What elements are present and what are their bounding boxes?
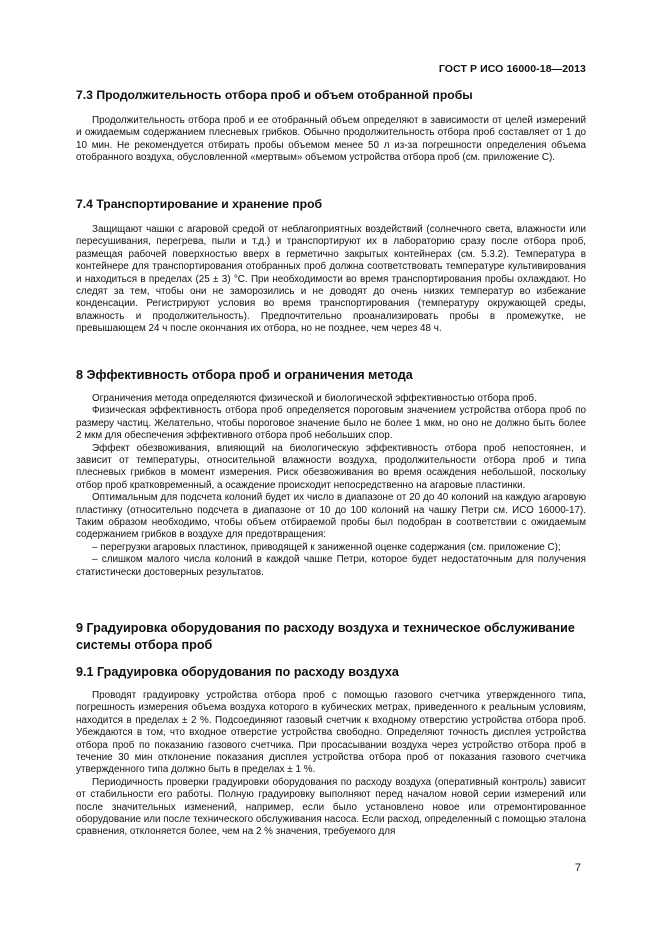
section-8 [76,368,586,579]
paragraph: Проводят градуировку устройства отбора проб с помощью газового счетчика утвержденного типа, погрешность измерения объема воздуха которого в кубических метрах, приведенного к реальным условиям, находится в пределах ± 2 %. Подсоединяют газовый счетчик к входному отверстию устройства отбора проб. Убеждаются в том, что входное отверстие устройства свободно. Определяют точность дисплея устройства отбора проб по показанию газового счетчика. При просасывании воздуха через устройство отбора проб в течение 30 мин отклонение показания дисплея устройства отбора проб от показания газового счетчика утвержденного типа должно быть в пределах ± 1 %. [76,690,586,776]
page-number: 7 [574,862,581,874]
section-title: 9.1 Градуировка оборудования по расходу воздуха [76,665,399,679]
list-item: – перегрузки агаровых пластинок, приводящей к заниженной оценке содержания (см. приложение С); [92,541,561,553]
paragraph: Оптимальным для подсчета колоний будет их число в диапазоне от 20 до 40 колоний на каждую агаровую пластинку (относительно подсчета в диапазоне от 10 до 100 колоний на чашку Петри см. ИСО 16000-17). Таким образом необходимо, чтобы объем отбираемой пробы был подобран в соответствии с ожидаемым содержанием грибков в воздухе для предотвращения: [76,492,586,541]
paragraph: Физическая эффективность отбора проб определяется пороговым значением устройства отбора проб по размеру частиц. Желательно, чтобы пороговое значение было не более 1 мкм, но оно не должно быть более 2 мкм для обеспечения эффективного отбора проб небольших спор. [76,405,586,442]
paragraph: Защищают чашки с агаровой средой от неблагоприятных воздействий (солнечного света, влажности или пересушивания, перегрева, пыли и т.д.) и транспортируют их в лабораторию сразу после отбора проб, размещая рабочей поверхностью вверх в герметично закрытых контейнерах (см. 5.3.2). Температура в контейнере для транспортирования отобранных проб должна соответствовать температуре культивирования и находиться в пределах (25 ± 3) °С. При необходимости во время транспортирования пробы охлаждают. Но следят за тем, чтобы они не заморозились и не доводят до очень низких температур во избежание конденсации. Регистрируют условия во время транспортирования (температуру окружающей среды, влажность и продолжительность). Предпочтительно проанализировать пробы в промежутке, не превышающем 24 ч после окончания их отбора, но не позднее, чем через 48 ч. [76,224,586,335]
section-7-4 [76,197,586,336]
section-title: 7.4 Транспортирование и хранение проб [76,197,323,211]
paragraph: Периодичность проверки градуировки оборудования по расходу воздуха (оперативный контроль) зависит от стабильности его работы. Полную градуировку выполняют перед началом новой серии измерений или после значительных изменений, например, если было установлено новое или отремонтированное оборудование или после технического обслуживания насоса. Если расход, определенный с помощью эталона сравнения, отклоняется более, чем на 2 % значения, требуемого для [76,776,586,838]
section-title: 9 Градуировка оборудования по расходу воздуха и техническое обслуживание системы отбора проб [76,621,575,652]
list-item: – слишком малого числа колоний в каждой чашке Петри, которое будет недостаточным для получения статистически достоверных результатов. [76,554,586,578]
section-7-3 [76,88,586,165]
section-9 [76,620,586,654]
section-title: 8 Эффективность отбора проб и ограничения метода [76,368,413,382]
section-9-1 [76,665,586,839]
document-code: ГОСТ Р ИСО 16000-18—2013 [438,63,586,75]
section-title: 7.3 Продолжительность отбора проб и объем отобранной пробы [76,88,473,102]
paragraph: Эффект обезвоживания, влияющий на биологическую эффективность отбора проб непостоянен, и зависит от температуры, относительной влажности воздуха, продолжительности отбора проб и типа плесневых грибков в момент измерения. Риск обезвоживания во время осаждения небольшой, поскольку отбор проб кратковременный, а осаждение происходит непосредственно на агаровые пластинки. [76,442,586,491]
paragraph: Ограничения метода определяются физической и биологической эффективностью отбора проб. [92,393,537,404]
paragraph: Продолжительность отбора проб и ее отобранный объем определяют в зависимости от целей измерений и ожидаемым содержанием плесневых грибков. Обычно продолжительность отбора проб составляет от 1 до 10 мин. Не рекомендуется отбирать пробы объемом менее 50 л из-за погрешности определения объема отобранного воздуха, обусловленной «мертвым» объемом устройства отбора проб (см. приложение С). [76,115,586,164]
